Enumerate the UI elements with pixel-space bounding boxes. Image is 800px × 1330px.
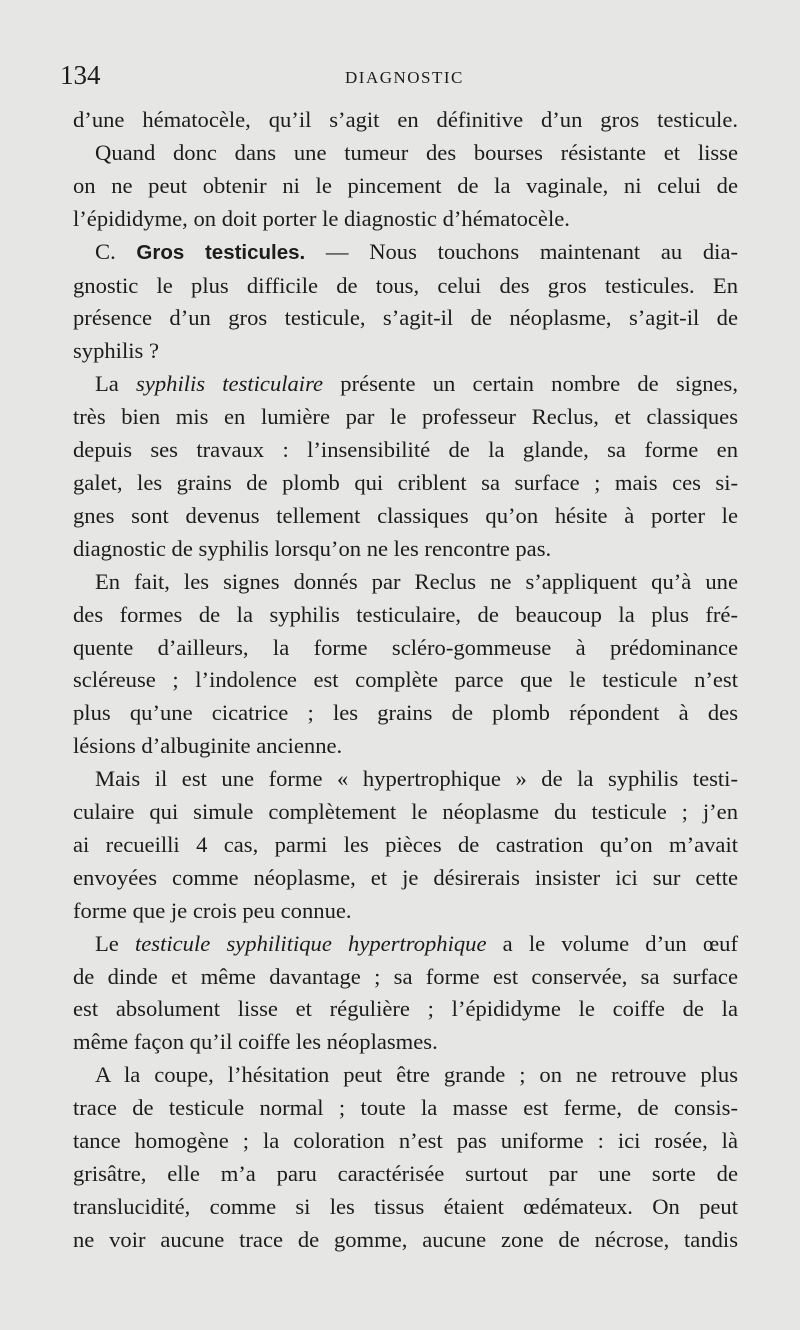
text-line: l’épididyme, on doit porter le diagnostic d’hématocèle. <box>73 205 570 231</box>
text-line: de dinde et même davantage ; sa forme est conservée, sa surface <box>73 963 738 989</box>
text-line: quente d’ailleurs, la forme scléro-gommeuse à prédominance <box>73 634 738 660</box>
text-line: ai recueilli 4 cas, parmi les pièces de castration qu’on m’avait <box>73 831 738 857</box>
section-letter: C. <box>95 238 137 264</box>
text-line: gnostic le plus difficile de tous, celui des gros testicules. En <box>73 272 738 298</box>
text-line: A la coupe, l’hésitation peut être grande ; on ne retrouve plus <box>95 1062 738 1088</box>
italic-term: testicule syphilitique hypertrophique <box>135 930 487 956</box>
text-line <box>73 368 738 401</box>
running-title: DIAGNOSTIC <box>345 68 464 87</box>
text-line: très bien mis en lumière par le professeur Reclus, et classiques <box>73 404 738 430</box>
text-line: trace de testicule normal ; toute la masse est ferme, de consis- <box>73 1095 738 1121</box>
text-line: envoyées comme néoplasme, et je désirerais insister ici sur cette <box>73 864 738 890</box>
text-line: culaire qui simule complètement le néoplasme du testicule ; j’en <box>73 799 738 825</box>
text-line: on ne peut obtenir ni le pincement de la vaginale, ni celui de <box>73 172 738 198</box>
text-span: — Nous touchons maintenant au dia- <box>305 238 739 264</box>
section-heading: Gros testicules. <box>136 240 306 264</box>
text-line <box>73 236 738 270</box>
text-span: La <box>95 371 137 397</box>
text-line: galet, les grains de plomb qui criblent sa surface ; mais ces si- <box>73 469 738 495</box>
text-line: lésions d’albuginite ancienne. <box>73 733 343 759</box>
text-span: présente un certain nombre de signes, <box>323 371 739 397</box>
text-line: des formes de la syphilis testiculaire, de beaucoup la plus fré- <box>73 601 738 627</box>
text-line: plus qu’une cicatrice ; les grains de plomb répondent à des <box>73 700 738 726</box>
text-span: Le <box>95 930 135 956</box>
text-line <box>73 928 738 961</box>
italic-term: syphilis testiculaire <box>136 371 324 397</box>
text-line: En fait, les signes donnés par Reclus ne s’appliquent qu’à une <box>95 568 738 594</box>
page-header <box>60 60 740 100</box>
text-line: d’une hématocèle, qu’il s’agit en définitive d’un gros testicule. <box>73 107 738 132</box>
text-line: Quand donc dans une tumeur des bourses résistante et lisse <box>95 139 738 165</box>
text-line: forme que je crois peu connue. <box>73 897 352 923</box>
text-line: grisâtre, elle m’a paru caractérisée surtout par une sorte de <box>73 1161 738 1186</box>
text-line: Mais il est une forme « hypertrophique » de la syphilis testi- <box>95 766 738 792</box>
text-line: est absolument lisse et régulière ; l’épididyme le coiffe de la <box>73 996 738 1022</box>
text-line: depuis ses travaux : l’insensibilité de la glande, sa forme en <box>73 437 738 463</box>
text-line: diagnostic de syphilis lorsqu’on ne les rencontre pas. <box>73 535 552 561</box>
page-number: 134 <box>60 60 101 90</box>
text-line: présence d’un gros testicule, s’agit-il de néoplasme, s’agit-il de <box>73 305 738 331</box>
text-line: syphilis ? <box>73 338 159 364</box>
body-text <box>73 104 738 1257</box>
text-line: translucidité, comme si les tissus étaient œdémateux. On peut <box>73 1193 738 1219</box>
text-line: même façon qu’il coiffe les néoplasmes. <box>73 1029 438 1055</box>
text-line: scléreuse ; l’indolence est complète parce que le testicule n’est <box>73 667 738 693</box>
text-line: ne voir aucune trace de gomme, aucune zone de nécrose, tandis <box>73 1226 738 1252</box>
text-line: gnes sont devenus tellement classiques qu’on hésite à porter le <box>73 502 738 528</box>
text-line: tance homogène ; la coloration n’est pas uniforme : ici rosée, là <box>73 1128 738 1154</box>
text-span: a le volume d’un œuf <box>486 930 739 956</box>
